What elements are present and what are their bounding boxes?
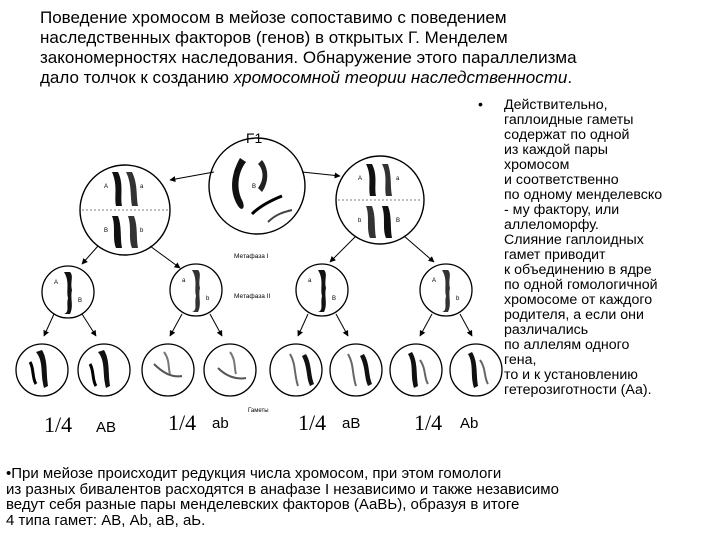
allele-letter: b [456, 296, 460, 302]
allele-letter: a [182, 278, 186, 284]
right-line: гамет приводит [504, 247, 606, 263]
allele-letter: B [252, 184, 257, 190]
right-line: родителя, а если они [504, 307, 644, 323]
right-line: хромосом [504, 157, 570, 173]
right-line: - му фактору, или [504, 202, 620, 218]
allele-letter: a [396, 176, 400, 182]
allele-letter: a [140, 184, 144, 190]
heading-line-4-italic: хромосомной теории наследственности [233, 68, 568, 87]
right-line: и соответственно [504, 172, 619, 188]
gamete-cell [204, 344, 256, 396]
f1-label: F1 [246, 130, 263, 146]
metaphase-2-cell [170, 264, 222, 316]
allele-letter: A [104, 184, 109, 190]
fraction-label: 1/4 [414, 410, 443, 435]
right-line: содержат по одной [504, 127, 630, 143]
arrow [336, 314, 348, 336]
right-line: гаплоидные гаметы [504, 112, 634, 128]
arrow [404, 236, 434, 262]
gametes-label: Гаметы [248, 408, 269, 414]
gamete-type-label: Ab [460, 415, 479, 432]
heading-line-3: закономерностях наследования. Обнаружение этого параллелизма [40, 48, 577, 67]
gamete-cell [78, 344, 130, 396]
heading-line-1: Поведение хромосом в мейозе сопоставимо с поведением [40, 8, 507, 27]
arrow [330, 236, 356, 262]
bottom-line-4: 4 типа гамет: АВ, Аb, аВ, аЬ. [6, 511, 206, 529]
gamete-cell [450, 344, 502, 396]
metaphase-1-label: Метафаза I [234, 253, 269, 260]
right-line: аллеломорфу. [504, 217, 599, 233]
arrow [420, 314, 432, 336]
allele-letter: b [206, 296, 210, 302]
bottom-paragraph [6, 466, 706, 528]
arrow [82, 246, 98, 264]
f1-cell [209, 138, 305, 234]
arrow [460, 314, 472, 336]
fraction-label: 1/4 [168, 410, 197, 435]
allele-letter: A [358, 176, 363, 182]
right-line: гена, [504, 352, 537, 368]
gamete-cell [390, 344, 442, 396]
metaphase-2-cell [296, 264, 348, 316]
metaphase-2-label: Метафаза II [234, 293, 271, 300]
right-line: то и к установлению [504, 367, 638, 383]
allele-letter: A [432, 278, 437, 284]
arrow [150, 246, 180, 268]
right-line: хромосоме от каждого [504, 292, 653, 308]
allele-letter: a [308, 278, 312, 284]
right-line: из каждой пары [504, 142, 608, 158]
bottom-line-3: ведут себя разные пары менделевских факторов (АаВЬ), образуя в итоге [6, 496, 520, 513]
bottom-line-1: •При мейозе происходит редукция числа хромосом, при этом гомологи [6, 465, 502, 482]
right-line: гетерозиготности (Аа). [504, 382, 652, 398]
arrow [82, 314, 96, 336]
metaphase-2-cell [42, 266, 94, 318]
gamete-type-label: aB [342, 415, 361, 432]
heading-line-4-plain: дало толчок к созданию [40, 68, 234, 87]
fraction-label: 1/4 [298, 410, 327, 435]
arrow [170, 314, 182, 336]
arrow [210, 314, 222, 336]
arrow [44, 314, 54, 336]
right-line: по одному менделевско [504, 187, 663, 203]
right-line: по аллелям одного [504, 337, 630, 353]
heading-line-4-end: . [567, 68, 573, 87]
gamete-type-label: ab [212, 415, 229, 432]
gamete-cell [16, 344, 68, 396]
arrow [302, 172, 340, 176]
arrow [170, 172, 214, 180]
allele-letter: b [358, 218, 362, 224]
allele-letter: B [78, 298, 83, 304]
allele-letter: A [234, 168, 239, 174]
fraction-label: 1/4 [44, 412, 73, 437]
metaphase-2-cell [420, 264, 472, 316]
gamete-type-label: AB [96, 419, 117, 436]
right-line: Действительно, [504, 97, 608, 113]
right-line: по одной гомологичной [504, 277, 658, 293]
heading-line-2: наследственных факторов (генов) в открытых Г. Менделем [40, 28, 508, 47]
right-line: Слияние гаплоидных [504, 232, 644, 248]
right-line: различались [504, 322, 589, 338]
arrow [298, 314, 308, 336]
allele-letter: A [54, 280, 59, 286]
bottom-line-2: из разных бивалентов расходятся в анафазе I независимо и также независимо [6, 480, 559, 498]
metaphase-1-cell-left [80, 165, 170, 255]
allele-letter: B [104, 228, 109, 234]
allele-letter: B [396, 218, 401, 224]
right-line: к объединению в ядре [504, 262, 652, 278]
allele-letter: b [140, 228, 144, 234]
gamete-cell [330, 344, 382, 396]
gamete-cell [142, 344, 194, 396]
allele-letter: B [332, 296, 337, 302]
right-bullet: • [478, 97, 483, 113]
gamete-cell [270, 344, 322, 396]
metaphase-1-cell-right [336, 156, 424, 244]
